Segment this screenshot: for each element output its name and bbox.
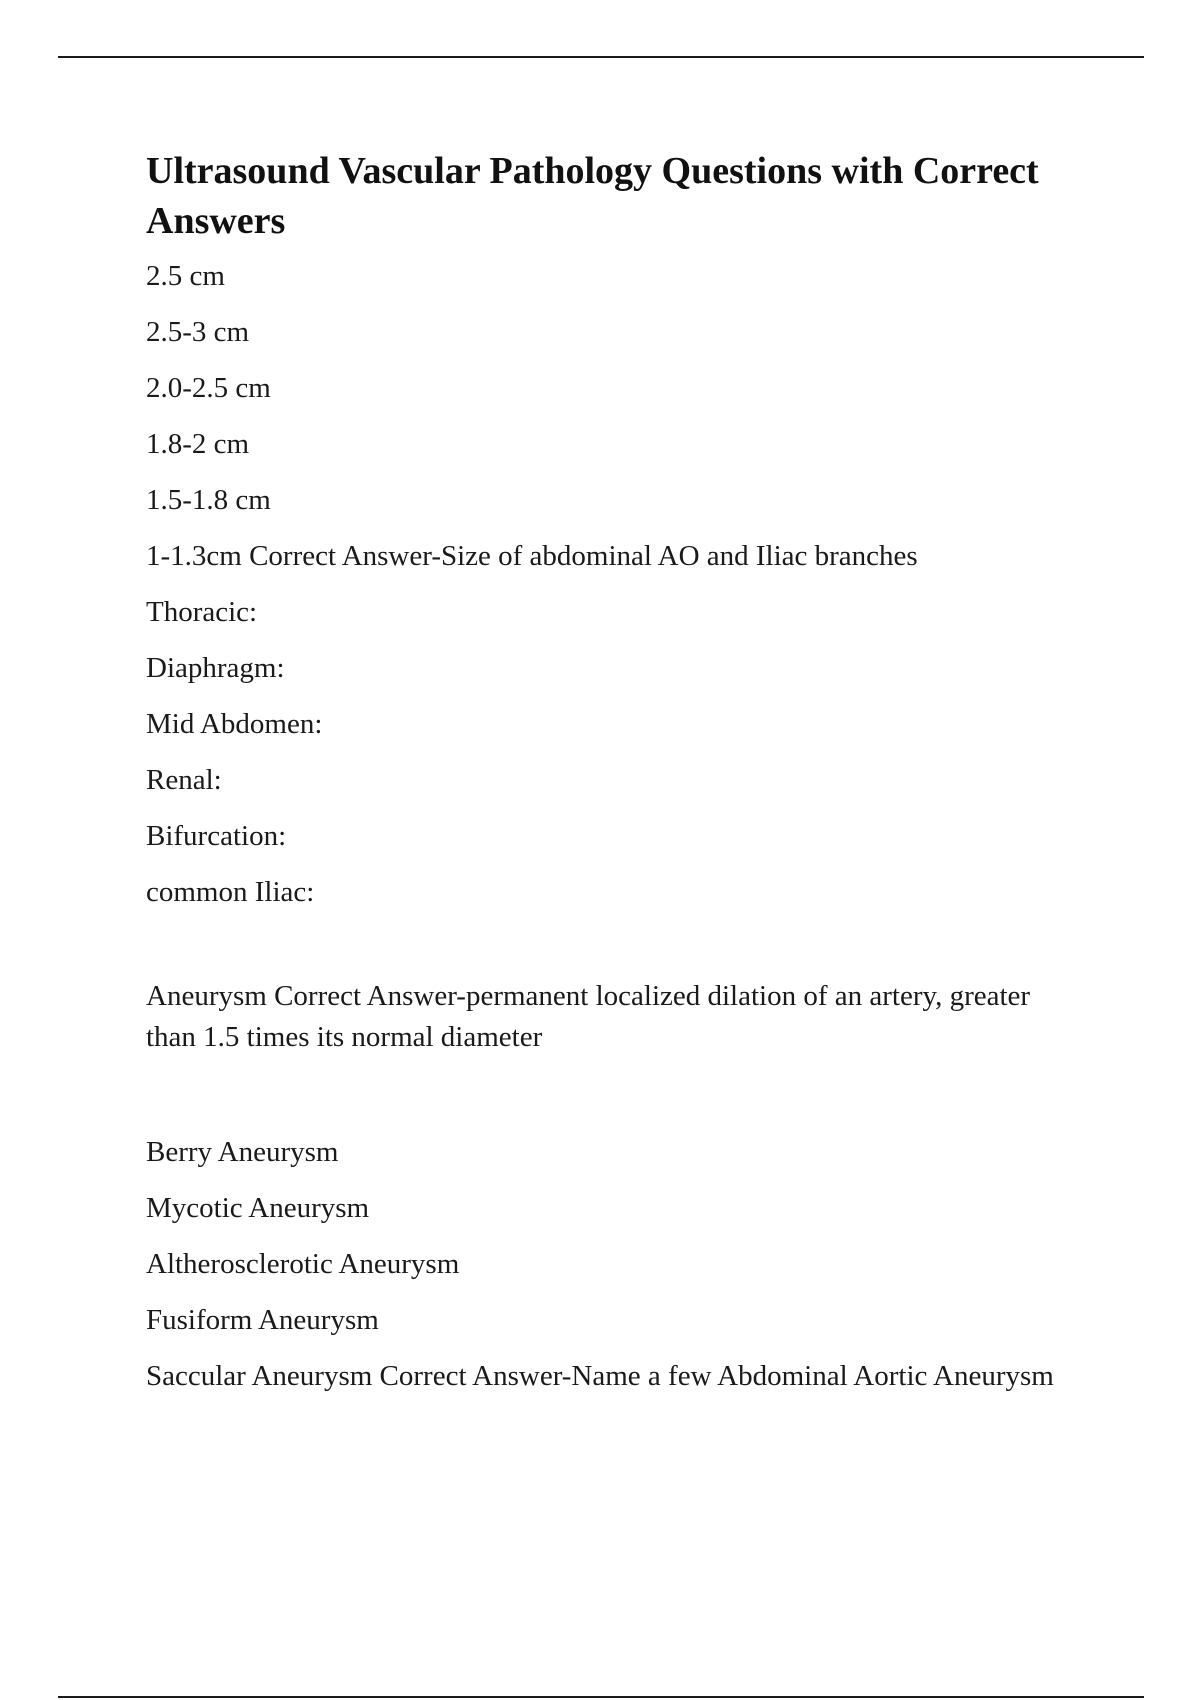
list-item: Mid Abdomen: bbox=[146, 708, 323, 740]
list-item: 1.8-2 cm bbox=[146, 428, 250, 460]
bottom-divider bbox=[58, 1696, 1144, 1698]
list-item: 1.5-1.8 cm bbox=[146, 484, 271, 516]
list-item: 2.0-2.5 cm bbox=[146, 372, 271, 404]
spacer bbox=[146, 1058, 1066, 1132]
list-item: 1-1.3cm Correct Answer-Size of abdominal AO and Iliac branches bbox=[146, 540, 918, 572]
aneurysm-definition: Aneurysm Correct Answer-permanent localized dilation of an artery, greater than 1.5 times its normal diameter bbox=[146, 980, 1031, 1053]
list-item: Berry Aneurysm bbox=[146, 1136, 339, 1168]
list-item: Thoracic: bbox=[146, 596, 258, 628]
list-item: Mycotic Aneurysm bbox=[146, 1192, 370, 1224]
list-item: Renal: bbox=[146, 764, 222, 796]
spacer bbox=[146, 928, 1066, 976]
list-item: 2.5-3 cm bbox=[146, 316, 250, 348]
top-divider bbox=[58, 56, 1144, 58]
list-item: Fusiform Aneurysm bbox=[146, 1304, 379, 1336]
aneurysm-types-answer: Saccular Aneurysm Correct Answer-Name a few Abdominal Aortic Aneurysm bbox=[146, 1360, 1054, 1392]
list-item: common Iliac: bbox=[146, 876, 315, 908]
list-item: Diaphragm: bbox=[146, 652, 285, 684]
document-body bbox=[146, 146, 1066, 1397]
aneurysm-type-list bbox=[146, 1132, 1066, 1397]
list-item: Altherosclerotic Aneurysm bbox=[146, 1248, 460, 1280]
size-list bbox=[146, 256, 1066, 912]
list-item: 2.5 cm bbox=[146, 260, 225, 292]
document-title: Ultrasound Vascular Pathology Questions with Correct Answers bbox=[146, 150, 1039, 242]
list-item: Bifurcation: bbox=[146, 820, 287, 852]
